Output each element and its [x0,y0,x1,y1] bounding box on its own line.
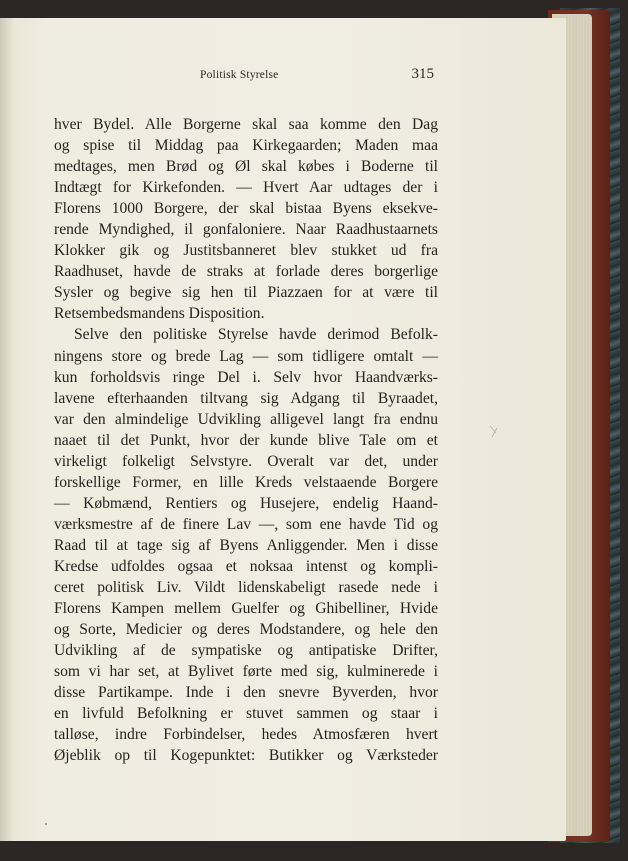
text-line: Klokker gik og Justitsbanneret blev stukket ud fra [54,242,438,260]
text-line: — Købmænd, Rentiers og Husejere, endelig Haand- [54,494,438,512]
text-line: og Sorte, Medicier og deres Modstandere, og hele den [54,621,438,639]
text-line: ceret politisk Liv. Vildt lidenskabeligt rasede nede i [54,579,438,597]
text-line: talløse, indre Forbindelser, hedes Atmosfæren hvert [54,726,438,744]
running-head: Politisk Styrelse [200,69,279,81]
text-line: Raad til at tage sig af Byens Anliggender. Men i disse [54,536,438,554]
text-line: Udvikling af de sympatiske og antipatiske Drifter, [54,642,438,660]
text-line: naaet til det Punkt, hvor der kunde blive Tale om et [54,431,438,449]
text-line: og spise til Middag paa Kirkegaarden; Maden maa [54,137,438,155]
paper-speck [45,823,47,825]
text-line: rende Myndighed, il gonfaloniere. Naar Raadhustaarnets [54,221,438,239]
text-line: værksmestre af de finere Lav —, som ene havde Tid og [54,515,438,533]
text-line: kun forholdsvis ringe Del i. Selv hvor Haandværks- [54,368,438,386]
text-line: Selve den politiske Styrelse havde derimod Befolk- [74,326,438,344]
page-number: 315 [411,66,434,82]
text-line: ningens store og brede Lag — som tidligere omtalt — [54,347,438,365]
pencil-mark-icon [487,424,501,440]
page-header [50,66,434,88]
text-line: forskellige Former, en lille Kreds velstaaende Borgere [54,473,438,491]
text-line: virkeligt folkeligt Selvstyre. Overalt var det, under [54,452,438,470]
text-line: lavene efterhaanden tiltvang sig Adgang til Byraadet, [54,389,438,407]
body-text [54,114,438,766]
text-line: medtages, men Brød og Øl skal købes i Boderne til [54,158,438,176]
text-line: Florens 1000 Borgere, der skal bistaa Byens eksekve- [54,200,438,218]
text-line: Florens Kampen mellem Guelfer og Ghibelliner, Hvide [54,600,438,618]
text-line: Indtægt for Kirkefonden. — Hvert Aar udtages der i [54,179,438,197]
text-line: en livfuld Befolkning er stuvet sammen og staar i [54,705,438,723]
gutter-shadow [0,18,14,841]
text-line: Øjeblik op til Kogepunktet: Butikker og Værksteder [54,747,438,765]
text-line: var den almindelige Udvikling alligevel langt fra endnu [54,410,438,428]
text-line: som vi har set, at Bylivet førte med sig, kulminerede i [54,663,438,681]
text-line: Sysler og begive sig hen til Piazzaen for at være til [54,284,438,302]
text-line: hver Bydel. Alle Borgerne skal saa komme den Dag [54,116,438,133]
text-line: Retsembedsmandens Disposition. [54,305,265,323]
text-line: Kredse udfoldes ogsaa et noksaa intenst og kompli- [54,557,438,575]
text-line: disse Partikampe. Inde i den snevre Byverden, hvor [54,684,438,702]
text-line: Raadhuset, havde de straks at forlade deres borgerlige [54,263,438,281]
